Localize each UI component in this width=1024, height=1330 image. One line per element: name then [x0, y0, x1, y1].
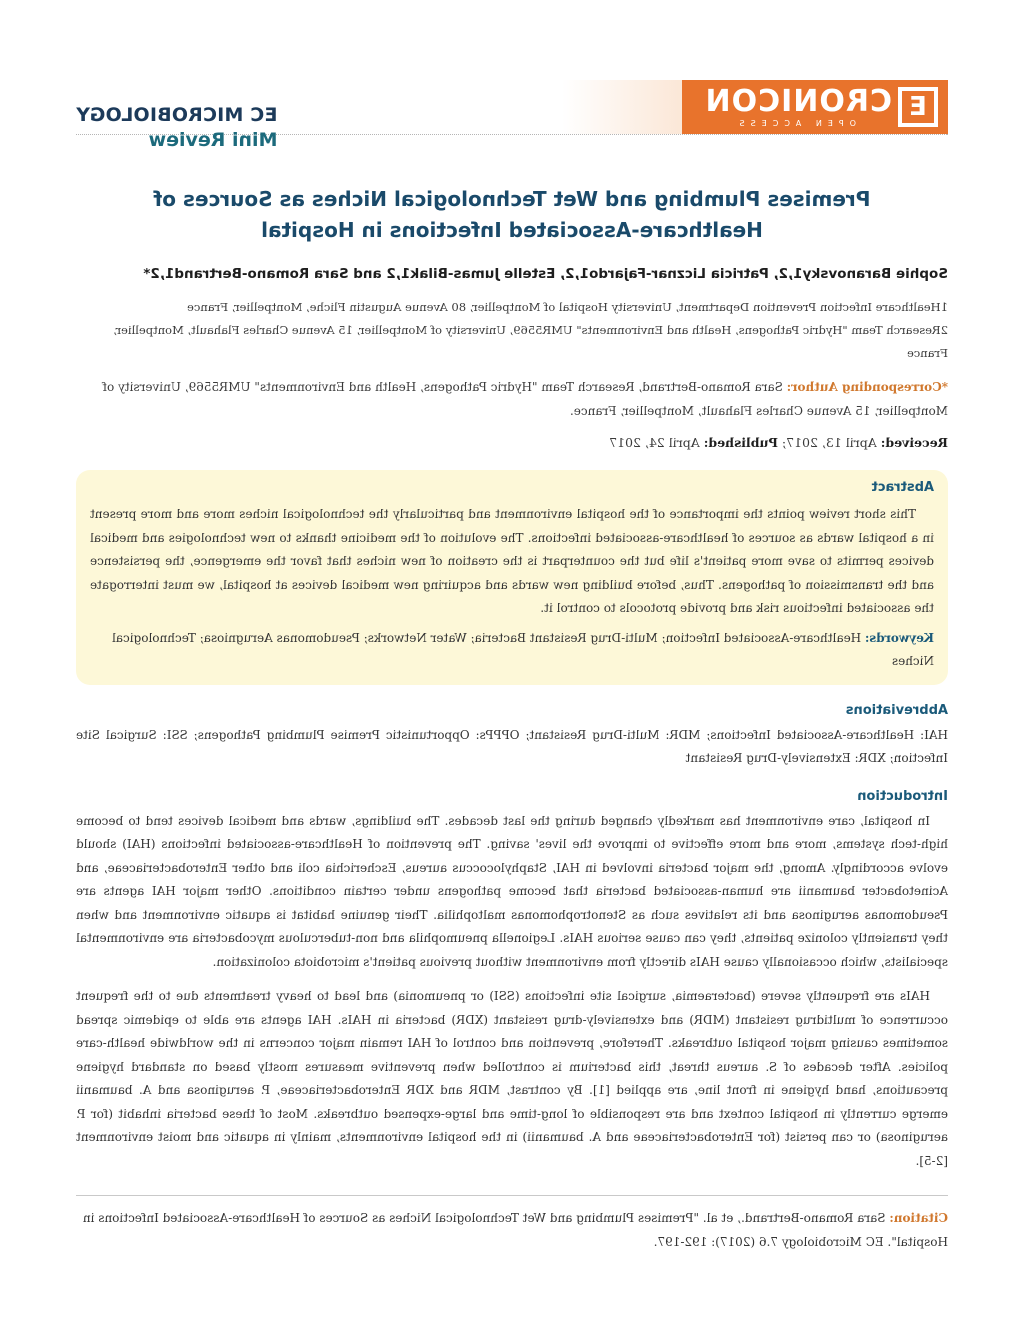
published-date: April 24, 2017: [609, 435, 700, 450]
published-label: Published:: [703, 435, 778, 450]
article-type: Mini Review: [148, 129, 278, 151]
introduction-paragraph-2: HAIs are frequently severe (bacteraemia, surgical site infections (SSI) or pneumonia) and lead to heavy treatments due to the frequent occurrence of multidrug resistant (MDR) and extensively-drug resistant (XDR) bacteria in HAIs. HAI agents are able to epidemic spread sometimes causing major hospital outbreaks. Therefore, prevention and control of HAI remain major concerns in the worldwide health-care policies. After decades of S. aureus threat, this bacterium is controlled when preventive measures mostly based on standard hygiene precautions, hand hygiene in front line, are applied [1]. By contrast, MDR and XDR Enterobacteriaceae, P. aeruginosa and A. baumanii emerge currently in hospital context and are responsible of long-time and large-expensed outbreaks. Most of these bacteria inhabit (for P. aeruginosa) or can persist (for Enterobacteriaceae and A. baumanii) in the hospital environments, mainly in aquatic and moist environment [2-5].: [76, 989, 948, 1168]
logo-name: CRONICON: [704, 83, 892, 119]
logo-mark-icon: E: [898, 87, 938, 127]
cronicon-logo[interactable]: [682, 80, 948, 134]
affiliation-1: 1Healthcare Infection Prevention Department, University Hospital of Montpellier, 80 Avenue Augustin Fliche, Montpellier, France: [187, 300, 948, 314]
affiliation-2: 2Research Team "Hydric Pathogens, Health and Environments" UMR5569, University of Montpellier, 15 Avenue Charles Flahault, Montpellier, France: [113, 323, 948, 360]
journal-block: [76, 104, 277, 151]
received-date: April 13, 2017;: [781, 435, 877, 450]
received-label: Received:: [880, 435, 948, 450]
abbreviations-heading: Abbreviations: [845, 702, 948, 718]
corresponding-author: [76, 375, 948, 423]
citation-text: Sara Romano-Bertrand., et al. "Premises Plumbing and Wet Technological Niches as Sources of Healthcare-Associated Infections in Hospital". EC Microbiology 7.6 (2017): 192-197.: [82, 1211, 948, 1249]
article-title: Premises Plumbing and Wet Technological Niches as Sources of Healthcare-Associated Infections in Hospital: [153, 187, 871, 242]
keywords-label: Keywords:: [864, 630, 934, 645]
article-sheet: [76, 76, 948, 1254]
author-list: Sophie Baranovsky1,2, Patricia Licznar-Fajardo1,2, Estelle Jumas-Bilak1,2 and Sara Romano-Bertrand1,2*: [143, 266, 948, 282]
logo-subtitle: OPEN ACCESS: [733, 118, 856, 128]
introduction-paragraph-1: In hospital, care environment has markedly changed during the last decades. The buildings, wards and medical devices tend to become high-tech systems, more and more effective to improve the lives' saving. The prevention of Healthcare-associated infections (HAI) should evolve accordingly. Among, the major bacteria involved in HAI, Staphylococcus aureus, Escherichia coli and other Enterobacteriaceae, and Acinetobacter baumanii are human-associated bacteria that become pathogens under certain conditions. Other major HAI agents are Pseudomonas aeruginosa and its relatives such as Stenotrophomonas maltophilia. Their genuine habitat is aquatic environment and when they transiently colonize patients, they can cause serious HAIs. Legionella pneumophila and non-tuberculous mycobacteria are environmental specialists, which occasionally cause HAIs directly from environment without previous patient's microbiota colonization.: [76, 813, 948, 969]
introduction-heading: Introduction: [857, 788, 948, 804]
corresponding-text: Sara Romano-Bertrand, Research Team "Hydric Pathogens, Health and Environments" UMR5569, University of Montpellier, 15 Avenue Charles Flahault, Montpellier, France.: [102, 380, 948, 418]
article-dates: [76, 435, 948, 450]
journal-name: EC MICROBIOLOGY: [76, 104, 278, 126]
citation-label: Citation:: [889, 1211, 948, 1225]
keywords: [90, 627, 934, 673]
keywords-text: Healthcare-Associated Infection; Multi-Drug Resistant Bacteria; Water Networks; Pseudomonas Aerugniosa; Technological Niches: [112, 630, 934, 668]
logo-fade-decoration: [562, 80, 682, 134]
affiliations: [76, 296, 948, 365]
logo-text: [704, 83, 892, 128]
abstract-text: This short review points the importance of the hospital environment and particularly the technological niches more and more present in a hospital wards as sources of healthcare-associated infections. The evolution of the medicine thanks to new technologies and medical devices permits to save more patient's life but the counterpart is the creation of new niches that favor the emergence, the persistence and the transmission of pathogens. Thus, before building new wards and acquiring new medical devices at hospital, we must interrogate the associated infectious risk and provide protocols to control it.: [90, 507, 934, 615]
abstract-box: [76, 470, 948, 685]
abstract-heading: Abstract: [871, 480, 934, 495]
citation-footer: [76, 1195, 948, 1254]
header: [76, 76, 948, 162]
abbreviations-text: HAI: Healthcare-Associated Infections; MDR: Multi-Drug Resistant; OPPPs: Opportunistic Premise Plumbing Pathogens; SSI: Surgical Site Infection; XDR: Extensively-Drug Resistant: [76, 727, 948, 765]
corresponding-label: *Corresponding Author:: [786, 380, 948, 394]
